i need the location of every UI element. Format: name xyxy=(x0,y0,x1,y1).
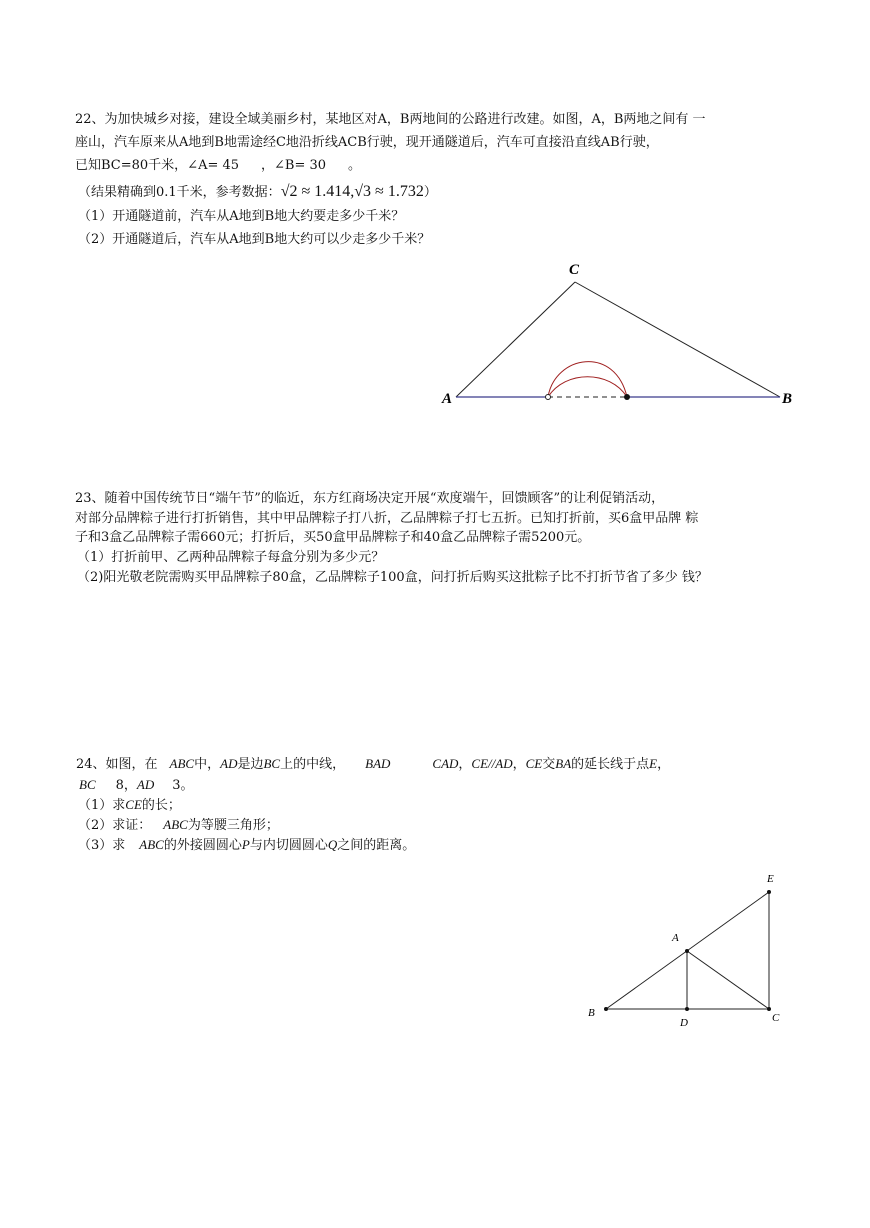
q24-point-d-dot xyxy=(685,1007,689,1011)
q24-p2-suffix: 为等腰三角形； xyxy=(187,818,279,833)
q22-line-3 xyxy=(75,157,361,175)
q24-l1-comma-1: ， xyxy=(458,757,472,772)
q22-part-2: （2）开通隧道后，汽车从A地到B地大约可以少走多少千米？ xyxy=(78,232,431,247)
q24-triangle-figure xyxy=(580,865,800,1035)
q24-bc-value: 8 xyxy=(115,778,124,793)
q22-given-angle-b: ，∠B= 30 xyxy=(261,158,327,173)
q24-l1-median: 上的中线， xyxy=(280,757,346,772)
q24-p1-suffix: 的长； xyxy=(141,798,181,813)
q24-point-e: E xyxy=(649,756,658,771)
q24-p3-q: Q xyxy=(327,837,338,852)
q24-point-c-dot xyxy=(767,1007,771,1011)
q24-p3-p: P xyxy=(241,837,250,852)
q22-line-1: 22、为加快城乡对接，建设全域美丽乡村，某地区对A，B两地间的公路进行改建。如图，A，B两地之间有 一 xyxy=(75,112,706,127)
q24-label-d: D xyxy=(680,1017,688,1029)
q24-l1-comma-3: ， xyxy=(657,757,671,772)
q22-line-4-end: ） xyxy=(423,185,437,200)
q24-p3-suffix: 之间的距离。 xyxy=(337,838,416,853)
q24-l1-intro: 24、如图，在 xyxy=(76,757,158,772)
q22-side-ac xyxy=(456,282,575,397)
q24-segment-bc: BC xyxy=(263,756,281,771)
q24-line-1 xyxy=(76,755,670,774)
q24-segment-ce: CE xyxy=(525,756,543,771)
q24-p2-prefix: （2）求证： xyxy=(78,818,152,833)
q24-p1-prefix: （1）求 xyxy=(78,798,126,813)
q24-bc-label: BC xyxy=(79,777,96,792)
q24-l1-is-side: 是边 xyxy=(237,757,264,772)
q24-part-3 xyxy=(78,836,415,855)
q24-part-1 xyxy=(78,796,181,815)
q22-tunnel-entrance xyxy=(546,395,551,400)
q23-line-1: 23、随着中国传统节日“端午节”的临近，东方红商场决定开展“欢度端午，回馈顾客”的让利促销活动， xyxy=(75,491,665,506)
q22-mountain-inner xyxy=(548,377,627,397)
q24-l1-comma-2: ， xyxy=(512,757,526,772)
q22-line-3-end: 。 xyxy=(348,158,362,173)
q24-l2-comma: ， xyxy=(123,778,137,793)
q24-segment-a-c xyxy=(687,951,769,1009)
q24-l1-meets: 交 xyxy=(542,757,556,772)
q24-ad-label: AD xyxy=(136,777,155,792)
q24-label-a: A xyxy=(672,932,679,944)
q24-label-b: B xyxy=(588,1007,595,1019)
q23-part-1: （1）打折前甲、乙两种品牌粽子每盒分别为多少元？ xyxy=(77,550,385,565)
q22-sqrt2-approx: √2 ≈ 1.414, xyxy=(280,183,355,200)
q22-label-b: B xyxy=(782,391,793,407)
q24-line-2 xyxy=(79,776,194,795)
q24-l2-end: 。 xyxy=(180,778,194,793)
q24-l1-extension: 的延长线于点 xyxy=(571,757,650,772)
q22-part-1: （1）开通隧道前，汽车从A地到B地大约要走多少千米？ xyxy=(78,209,405,224)
q24-label-e: E xyxy=(767,873,774,885)
q22-line-2: 座山，汽车原来从A地到B地需途经C地沿折线ACB行驶，现开通隧道后，汽车可直接沿直线AB行驶， xyxy=(75,135,659,150)
q24-point-b-dot xyxy=(604,1007,608,1011)
q24-p3-prefix: （3）求 xyxy=(78,838,126,853)
q24-label-c: C xyxy=(772,1012,780,1024)
q24-triangle-abc: ABC xyxy=(169,756,195,771)
q24-angle-bad: BAD xyxy=(365,756,391,771)
q24-p2-abc: ABC xyxy=(163,817,188,832)
q22-given-bc-angle-a: 已知BC=80千米，∠A= 45 xyxy=(75,158,240,173)
q24-point-a-dot xyxy=(685,949,689,953)
q24-segment-ad: AD xyxy=(220,756,238,771)
q22-triangle-figure xyxy=(430,255,810,415)
q23-line-2: 对部分品牌粽子进行打折销售，其中甲品牌粽子打八折，乙品牌粽子打七五折。已知打折前，买6盒甲品牌 粽 xyxy=(75,511,699,526)
q24-l1-in: 中， xyxy=(194,757,221,772)
q22-mountain-outer xyxy=(548,362,627,397)
q24-segment-ba: BA xyxy=(555,756,572,771)
q23-line-3: 子和3盒乙品牌粽子需660元；打折后，买50盒甲品牌粽子和40盒乙品牌粽子需5200元。 xyxy=(75,530,591,545)
q22-line-4 xyxy=(78,183,437,202)
q22-label-a: A xyxy=(442,391,453,407)
q22-tunnel-exit xyxy=(624,394,630,400)
q24-point-e-dot xyxy=(767,890,771,894)
q24-parallel: CE//AD xyxy=(471,756,513,771)
q24-p3-incenter: 与内切圆圆心 xyxy=(249,838,328,853)
q22-precision-note: （结果精确到0.1千米，参考数据： xyxy=(78,185,281,200)
q24-p3-abc: ABC xyxy=(139,837,164,852)
q22-sqrt3-approx: √3 ≈ 1.732 xyxy=(354,183,424,200)
q24-p1-ce: CE xyxy=(125,797,142,812)
q22-label-c: C xyxy=(569,262,580,278)
q23-part-2: （2)阳光敬老院需购买甲品牌粽子80盒，乙品牌粽子100盒，问打折后购买这批粽子比不打折节省了多少 钱？ xyxy=(77,570,708,585)
q24-angle-cad: CAD xyxy=(432,756,459,771)
q24-part-2 xyxy=(78,816,279,835)
q24-ad-value: 3 xyxy=(172,778,181,793)
q24-p3-circumcenter: 的外接圆圆心 xyxy=(163,838,242,853)
